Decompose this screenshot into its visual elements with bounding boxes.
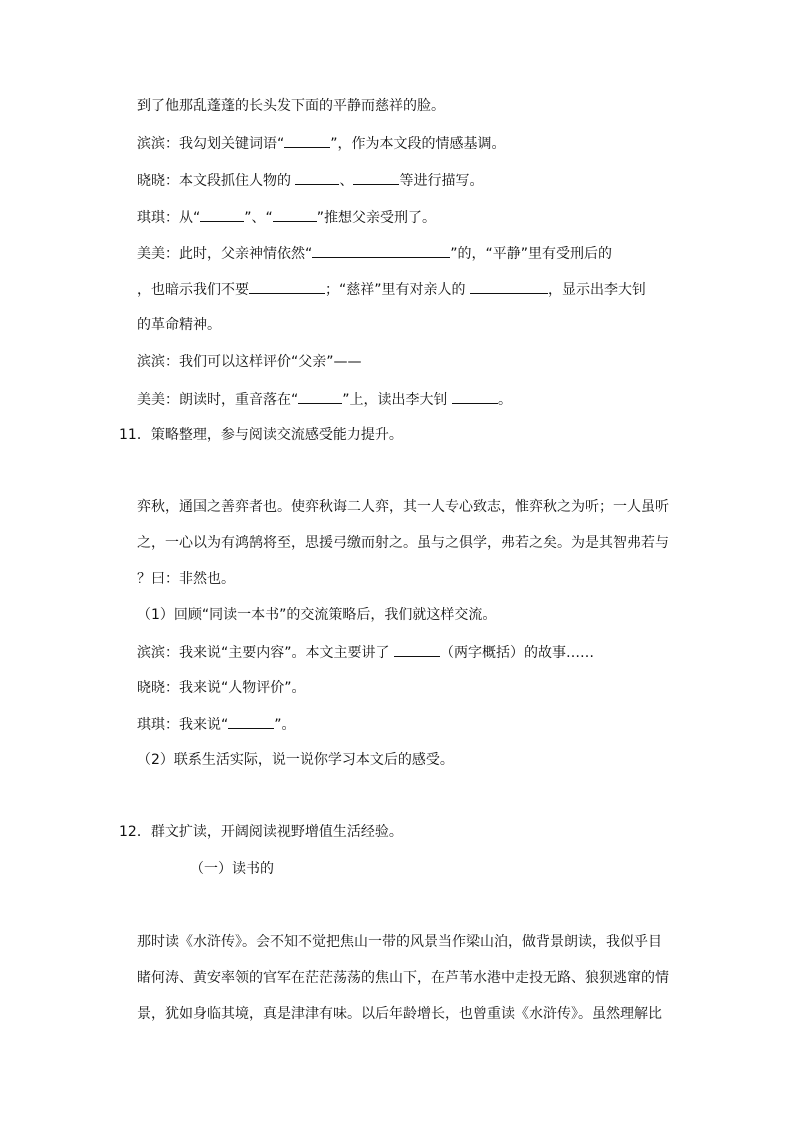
text-span: （两字概括）的故事…… xyxy=(439,645,594,661)
answer-blank[interactable] xyxy=(470,279,548,294)
answer-blank[interactable] xyxy=(394,642,440,657)
passage-subtitle: （一）读书的 xyxy=(190,861,274,877)
text-span: 晓晓：本文段抓住人物的 xyxy=(137,173,296,189)
text-span: 。 xyxy=(497,392,512,408)
answer-blank[interactable] xyxy=(295,170,339,185)
text-line xyxy=(137,642,594,663)
passage-line: 之，一心以为有鸿鹄将至，思援弓缴而射之。虽与之俱学，弗若之矣。为是其智弗若与 xyxy=(137,535,669,551)
answer-blank[interactable] xyxy=(200,207,244,222)
text-span: ”的，“平静”里有受刑后的 xyxy=(450,246,613,262)
text-line xyxy=(137,279,646,300)
answer-blank[interactable] xyxy=(249,279,325,294)
text-line xyxy=(137,389,512,410)
text-line xyxy=(137,133,506,154)
text-span: 美美：朗读时，重音落在“ xyxy=(137,392,299,408)
text-line: 滨滨：我们可以这样评价“父亲”—— xyxy=(137,354,362,370)
text-span: 、 xyxy=(339,173,354,189)
question-11-heading: 11．策略整理，参与阅读交流感受能力提升。 xyxy=(119,427,403,443)
text-line: 的革命精神。 xyxy=(137,317,221,333)
text-span: 美美：此时，父亲神情依然“ xyxy=(137,246,313,262)
passage-line: ？曰：非然也。 xyxy=(137,571,235,587)
text-line: 晓晓：我来说“人物评价”。 xyxy=(137,680,306,696)
text-span: 滨滨：我勾划关键词语“ xyxy=(137,136,285,152)
text-span: 滨滨：我来说“主要内容”。本文主要讲了 xyxy=(137,645,394,661)
text-span: ”，作为本文段的情感基调。 xyxy=(330,136,506,152)
sub-question-2: （2）联系生活实际，说一说你学习本文后的感受。 xyxy=(137,752,454,768)
text-line xyxy=(137,207,436,228)
answer-blank[interactable] xyxy=(298,389,342,404)
answer-blank[interactable] xyxy=(452,389,498,404)
text-line xyxy=(137,170,483,191)
text-line xyxy=(137,714,296,735)
text-span: 琪琪：我来说“ xyxy=(137,717,229,733)
passage-line: 睹何涛、黄安率领的官军在茫茫荡荡的焦山下，在芦苇水港中走投无路、狼狈逃窜的情 xyxy=(137,970,669,986)
text-span: ”上，读出李大钊 xyxy=(342,392,452,408)
text-span: 琪琪：从“ xyxy=(137,210,201,226)
text-span: 等进行描写。 xyxy=(399,173,484,189)
sub-question-1: （1）回顾“同读一本书”的交流策略后，我们就这样交流。 xyxy=(137,607,497,623)
passage-line: 景，犹如身临其境，真是津津有味。以后年龄增长，也曾重读《水浒传》。虽然理解比 xyxy=(137,1006,662,1022)
question-12-heading: 12．群文扩读，开阔阅读视野增值生活经验。 xyxy=(119,824,403,840)
text-span: ；“慈祥”里有对亲人的 xyxy=(325,282,470,298)
text-span: ，显示出李大钊 xyxy=(547,282,646,298)
answer-blank[interactable] xyxy=(312,243,450,258)
answer-blank[interactable] xyxy=(273,207,317,222)
text-line xyxy=(137,243,612,264)
text-span: ”推想父亲受刑了。 xyxy=(316,210,437,226)
text-line: 到了他那乱蓬蓬的长头发下面的平静而慈祥的脸。 xyxy=(137,98,445,114)
text-span: ”、“ xyxy=(244,210,273,226)
answer-blank[interactable] xyxy=(284,133,330,148)
passage-line: 弈秋，通国之善弈者也。使弈秋诲二人弈，其一人专心致志，惟弈秋之为听；一人虽听 xyxy=(137,499,669,515)
answer-blank[interactable] xyxy=(228,714,274,729)
text-span: ”。 xyxy=(274,717,296,733)
text-span: ，也暗示我们不要 xyxy=(137,282,249,298)
answer-blank[interactable] xyxy=(353,170,399,185)
passage-line: 那时读《水浒传》。会不知不觉把焦山一带的风景当作梁山泊，做背景朗读，我似乎目 xyxy=(137,934,662,950)
